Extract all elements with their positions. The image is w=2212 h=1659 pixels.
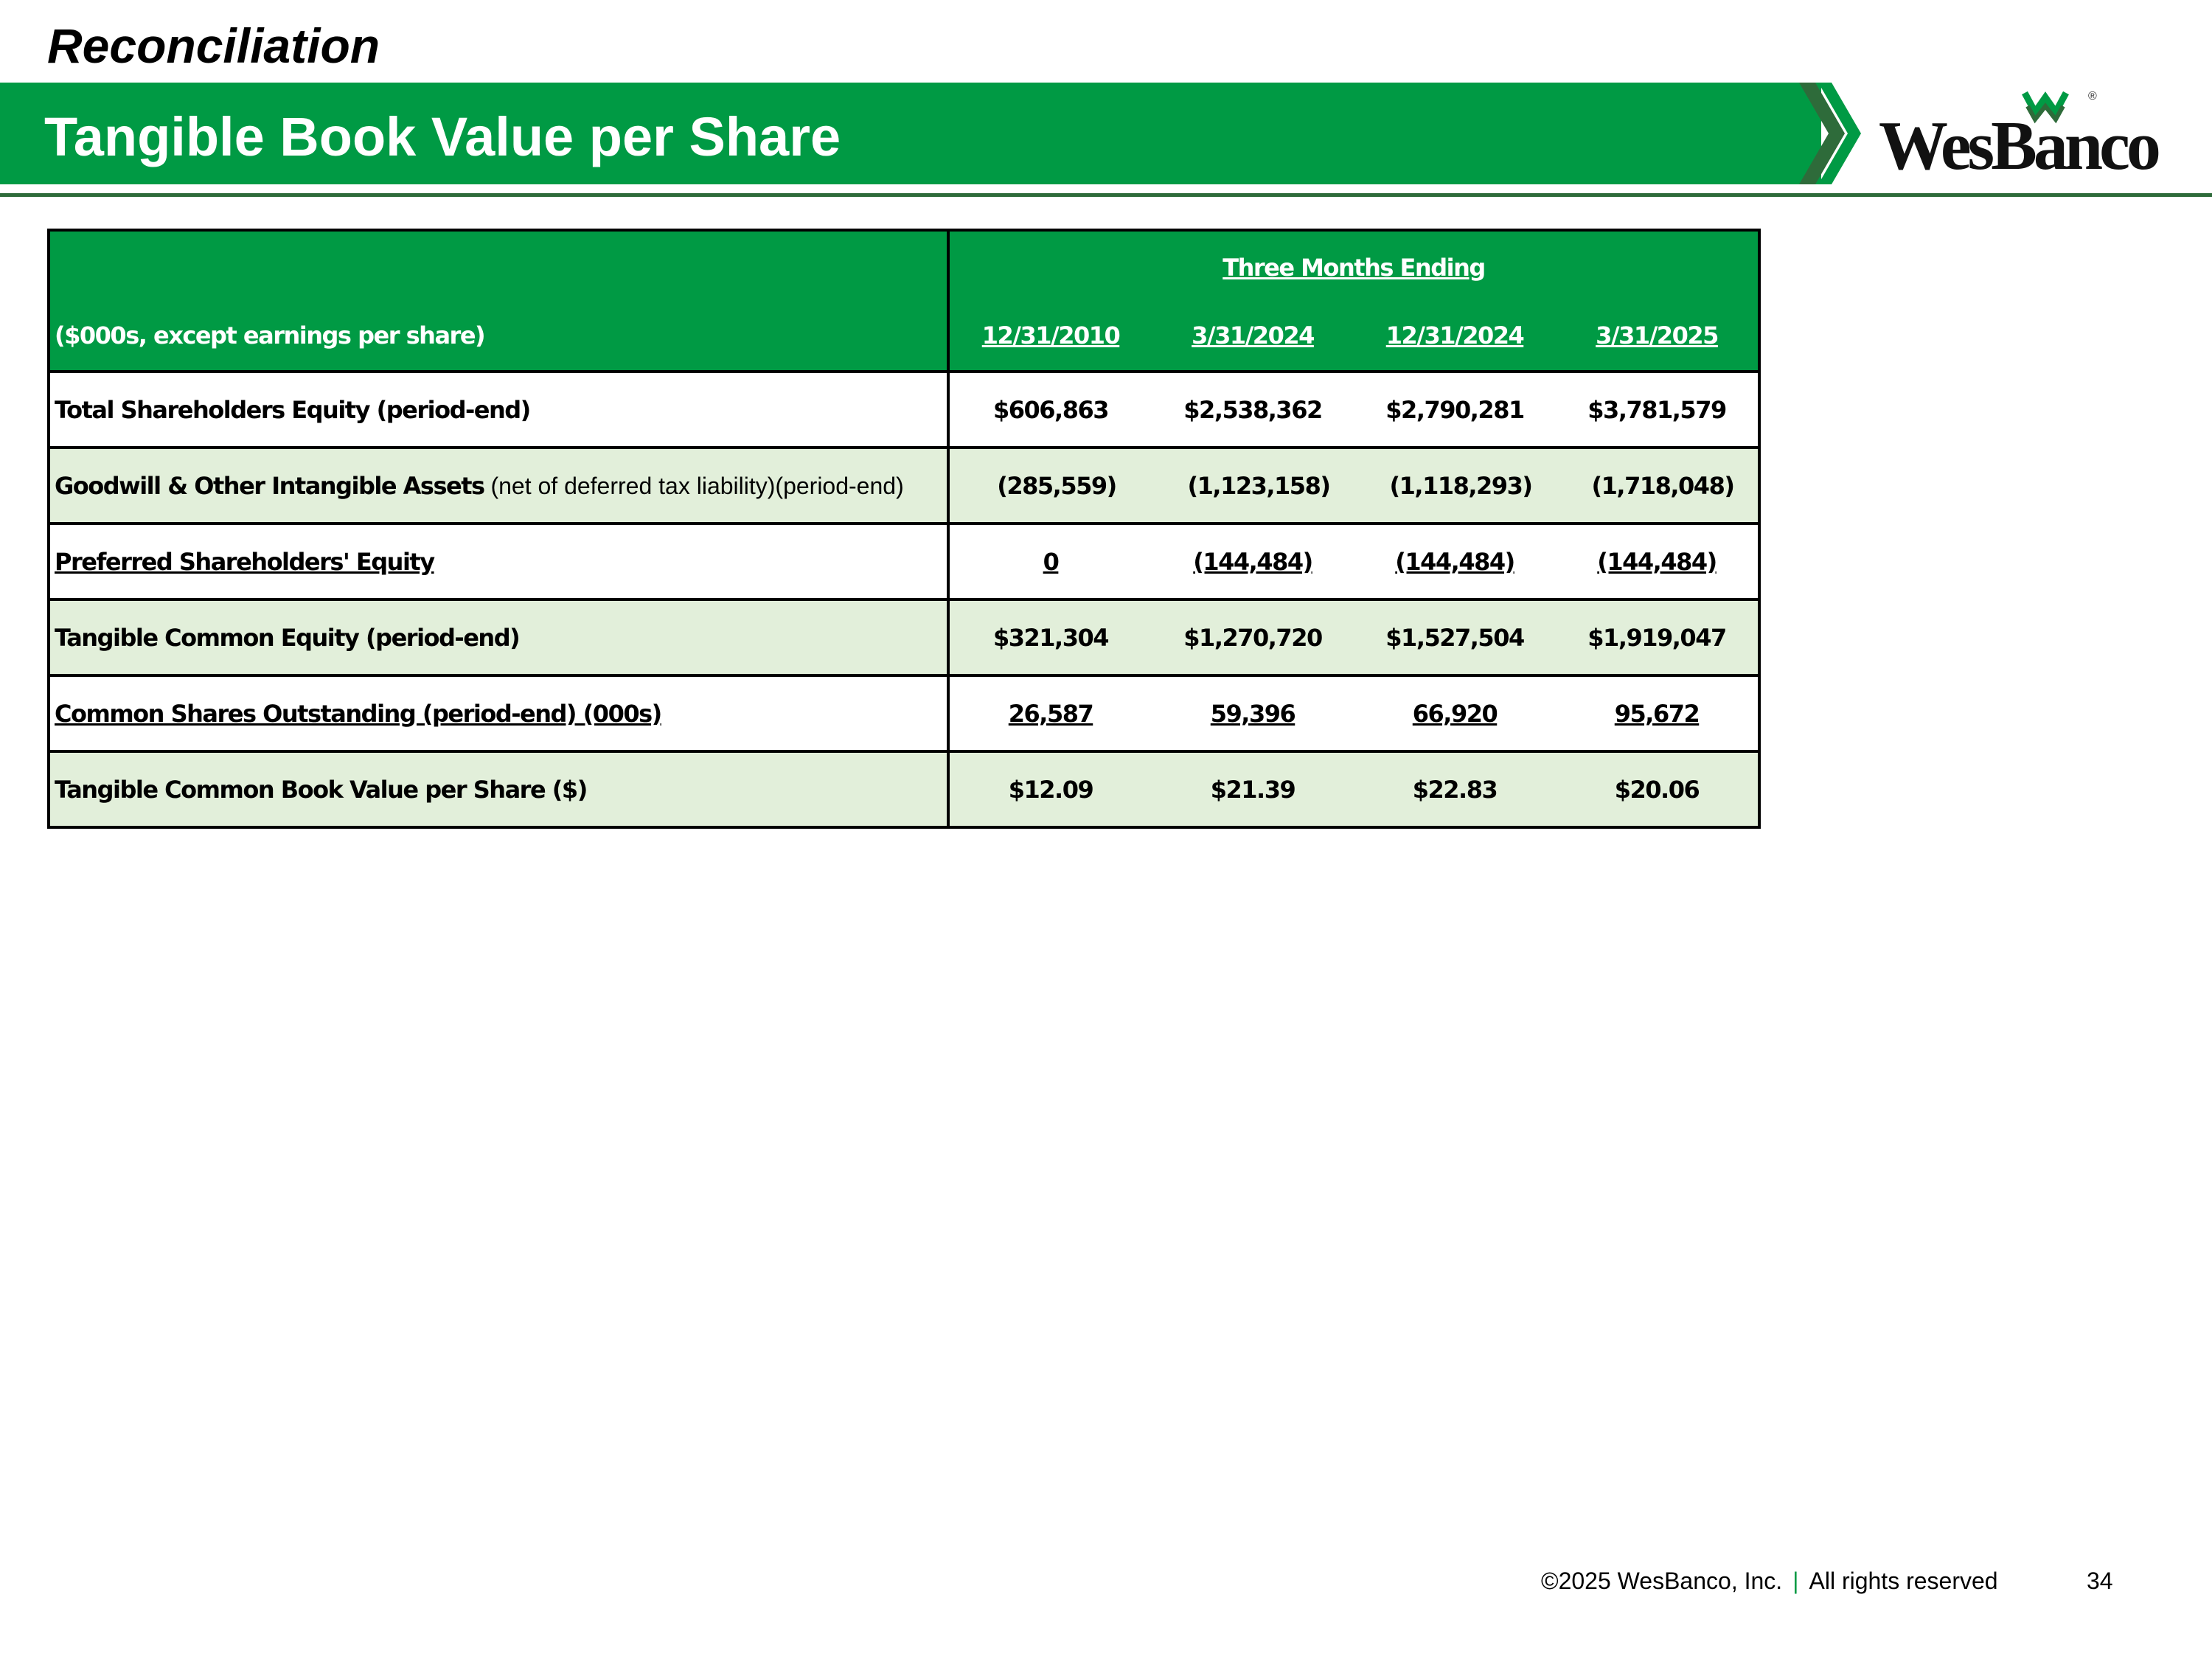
table-row bbox=[49, 372, 1759, 448]
reconciliation-table bbox=[47, 229, 1761, 829]
cell-value: (144,484) bbox=[1193, 547, 1312, 576]
table-row bbox=[49, 599, 1759, 675]
cell-value: $3,781,579 bbox=[1587, 395, 1726, 424]
row-label: Tangible Common Book Value per Share ($) bbox=[49, 751, 948, 827]
row-values bbox=[948, 675, 1759, 751]
cell-value: $1,527,504 bbox=[1385, 623, 1524, 652]
table-row bbox=[49, 751, 1759, 827]
table-header-row bbox=[49, 230, 1759, 372]
footer-separator: | bbox=[1792, 1568, 1799, 1594]
period-header: Three Months Ending bbox=[1222, 254, 1485, 282]
cell-value: $2,538,362 bbox=[1183, 395, 1322, 424]
cell-value: $1,270,720 bbox=[1183, 623, 1322, 652]
registered-mark: ® bbox=[2088, 90, 2097, 102]
row-values bbox=[948, 751, 1759, 827]
table-row bbox=[49, 524, 1759, 599]
column-header: 12/31/2010 bbox=[981, 321, 1120, 349]
cell-value: (285,559) bbox=[997, 471, 1116, 500]
row-label: Preferred Shareholders' Equity bbox=[49, 524, 948, 599]
row-label-note: (net of deferred tax liability)(period-end) bbox=[484, 472, 904, 499]
chevron-divider-icon bbox=[1799, 81, 1873, 186]
cell-value: $1,919,047 bbox=[1587, 623, 1726, 652]
cell-value: $20.06 bbox=[1614, 775, 1700, 804]
cell-value: (144,484) bbox=[1395, 547, 1514, 576]
copyright: ©2025 WesBanco, Inc. bbox=[1541, 1568, 1783, 1594]
column-header: 3/31/2025 bbox=[1596, 321, 1718, 349]
cell-value: 66,920 bbox=[1412, 699, 1498, 728]
unit-label: ($000s, except earnings per share) bbox=[55, 321, 485, 349]
title-underline bbox=[0, 193, 2212, 197]
table-row bbox=[49, 448, 1759, 524]
cell-value: (144,484) bbox=[1597, 547, 1717, 576]
slide-title: Tangible Book Value per Share bbox=[44, 106, 841, 167]
cell-value: $321,304 bbox=[992, 623, 1108, 652]
column-header: 3/31/2024 bbox=[1192, 321, 1314, 349]
row-label: Goodwill & Other Intangible Assets (net of deferred tax liability)(period-end) bbox=[49, 448, 948, 524]
footer bbox=[1541, 1568, 1998, 1595]
column-headers bbox=[950, 291, 1758, 370]
cell-value: 59,396 bbox=[1210, 699, 1295, 728]
column-header: 12/31/2024 bbox=[1385, 321, 1524, 349]
rights-text: All rights reserved bbox=[1809, 1568, 1998, 1594]
page-number: 34 bbox=[2087, 1568, 2113, 1594]
unit-label-cell bbox=[49, 230, 948, 372]
cell-value: $22.83 bbox=[1412, 775, 1498, 804]
period-header-cell bbox=[948, 230, 1759, 372]
row-values bbox=[948, 448, 1759, 524]
cell-value: (1,123,158) bbox=[1187, 471, 1330, 500]
cell-value: $21.39 bbox=[1210, 775, 1295, 804]
row-values bbox=[948, 372, 1759, 448]
cell-value: $2,790,281 bbox=[1385, 395, 1524, 424]
row-values bbox=[948, 599, 1759, 675]
logo-wordmark: WesBanco bbox=[1879, 108, 2157, 184]
cell-value: (1,718,048) bbox=[1591, 471, 1734, 500]
cell-value: (1,118,293) bbox=[1389, 471, 1532, 500]
cell-value: 26,587 bbox=[1008, 699, 1093, 728]
section-title: Reconciliation bbox=[47, 18, 380, 73]
cell-value: $606,863 bbox=[992, 395, 1108, 424]
cell-value: 95,672 bbox=[1614, 699, 1700, 728]
row-label: Common Shares Outstanding (period-end) (000s) bbox=[49, 675, 948, 751]
row-label: Total Shareholders Equity (period-end) bbox=[49, 372, 948, 448]
row-values bbox=[948, 524, 1759, 599]
table-row bbox=[49, 675, 1759, 751]
row-label: Tangible Common Equity (period-end) bbox=[49, 599, 948, 675]
cell-value: $12.09 bbox=[1008, 775, 1093, 804]
cell-value: 0 bbox=[1043, 547, 1059, 576]
